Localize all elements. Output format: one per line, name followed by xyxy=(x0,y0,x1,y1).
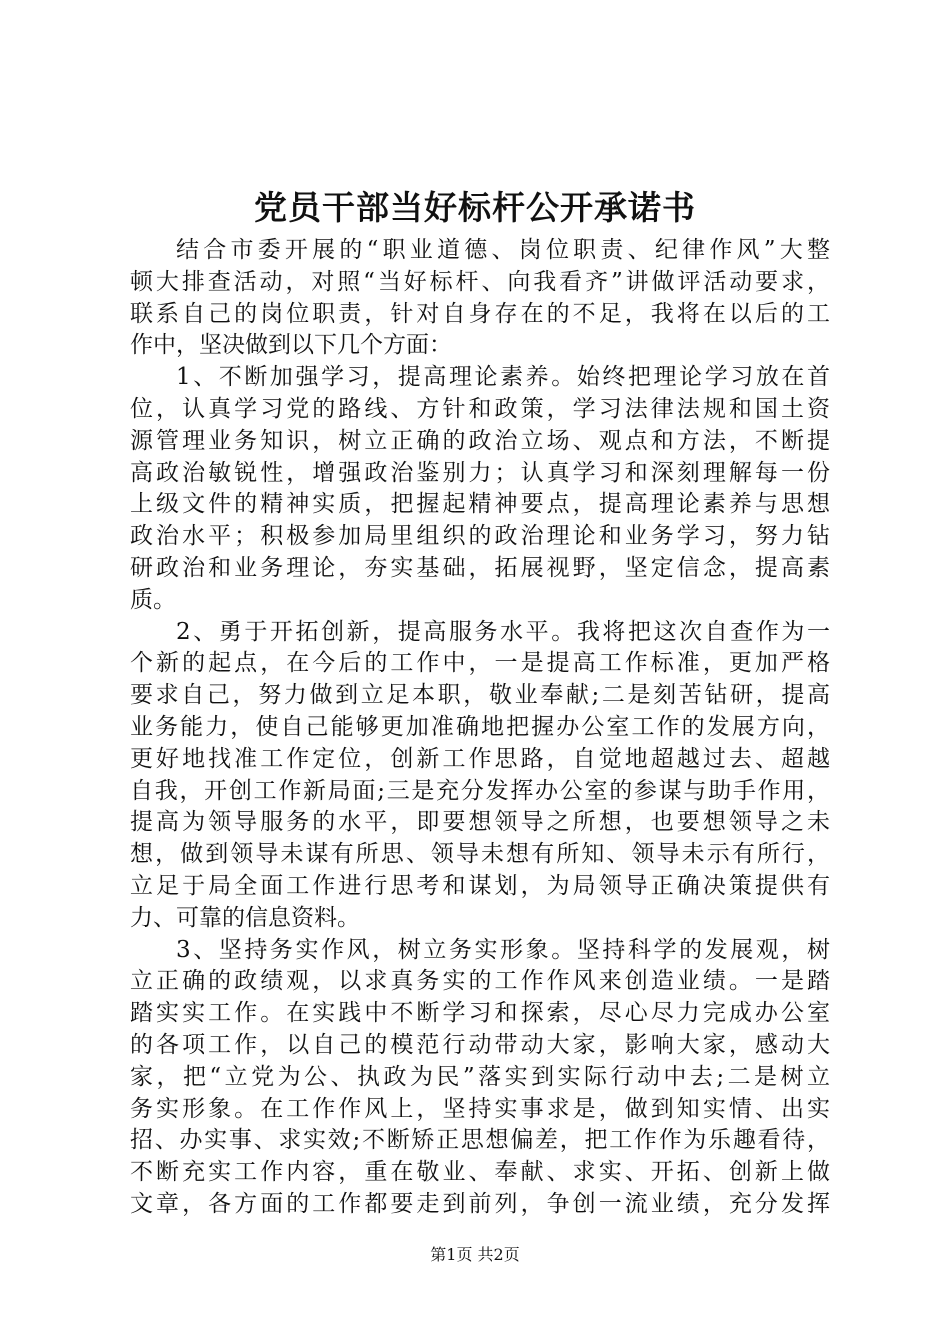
text-line: 自我，开创工作新局面;三是充分发挥办公室的参谋与助手作用， xyxy=(130,777,830,804)
text-line: 结合市委开展的“职业道德、岗位职责、纪律作风”大整 xyxy=(176,237,830,263)
text-line: 顿大排查活动，对照“当好标杆、向我看齐”讲做评活动要求， xyxy=(130,268,830,295)
text-line: 文章，各方面的工作都要走到前列，争创一流业绩，充分发挥 xyxy=(130,1190,830,1217)
text-line: 招、办实事、求实效;不断矫正思想偏差，把工作作为乐趣看待， xyxy=(130,1127,830,1154)
text-line: 的各项工作，以自己的模范行动带动大家，影响大家，感动大 xyxy=(130,1031,830,1058)
text-line: 要求自己，努力做到立足本职，敬业奉献;二是刻苦钻研，提高 xyxy=(130,682,830,709)
text-line: 上级文件的精神实质，把握起精神要点，提高理论素养与思想 xyxy=(130,491,830,518)
text-line: 立正确的政绩观，以求真务实的工作作风来创造业绩。一是踏 xyxy=(130,968,830,995)
text-line: 联系自己的岗位职责，针对自身存在的不足，我将在以后的工 xyxy=(130,300,830,327)
text-line: 想，做到领导未谋有所思、领导未想有所知、领导未示有所行， xyxy=(130,841,830,868)
text-line: 2、勇于开拓创新，提高服务水平。我将把这次自查作为一 xyxy=(176,618,830,645)
text-line: 务实形象。在工作作风上，坚持实事求是，做到知实情、出实 xyxy=(130,1095,830,1122)
text-line: 业务能力，使自己能够更加准确地把握办公室工作的发展方向， xyxy=(130,713,830,740)
text-line: 踏实实工作。在实践中不断学习和探索，尽心尽力完成办公室 xyxy=(130,1000,830,1027)
text-line: 3、坚持务实作风，树立务实形象。坚持科学的发展观，树 xyxy=(176,936,830,963)
text-line: 力、可靠的信息资料。 xyxy=(130,904,360,931)
page-footer: 第1页 共2页 xyxy=(430,1245,520,1264)
text-line: 位，认真学习党的路线、方针和政策，学习法律法规和国土资 xyxy=(130,395,830,422)
text-line: 政治水平；积极参加局里组织的政治理论和业务学习，努力钻 xyxy=(130,523,830,550)
document-body xyxy=(130,235,830,1221)
text-line: 个新的起点，在今后的工作中，一是提高工作标准，更加严格 xyxy=(130,650,830,677)
text-line: 作中，坚决做到以下几个方面： xyxy=(130,332,452,359)
text-line: 家，把“立党为公、执政为民”落实到实际行动中去;二是树立 xyxy=(130,1063,830,1090)
text-line: 研政治和业务理论，夯实基础，拓展视野，坚定信念，提高素 xyxy=(130,554,830,581)
text-line: 更好地找准工作定位，创新工作思路，自觉地超越过去、超越 xyxy=(130,745,830,772)
document-title: 党员干部当好标杆公开承诺书 xyxy=(254,188,696,227)
text-line: 源管理业务知识，树立正确的政治立场、观点和方法，不断提 xyxy=(130,427,830,454)
text-line: 提高为领导服务的水平，即要想领导之所想，也要想领导之未 xyxy=(130,809,830,836)
text-line: 1、不断加强学习，提高理论素养。始终把理论学习放在首 xyxy=(176,364,830,391)
text-line: 质。 xyxy=(130,586,176,613)
text-line: 高政治敏锐性，增强政治鉴别力；认真学习和深刻理解每一份 xyxy=(130,459,830,486)
text-line: 不断充实工作内容，重在敬业、奉献、求实、开拓、创新上做 xyxy=(130,1159,830,1186)
text-line: 立足于局全面工作进行思考和谋划，为局领导正确决策提供有 xyxy=(130,872,830,899)
